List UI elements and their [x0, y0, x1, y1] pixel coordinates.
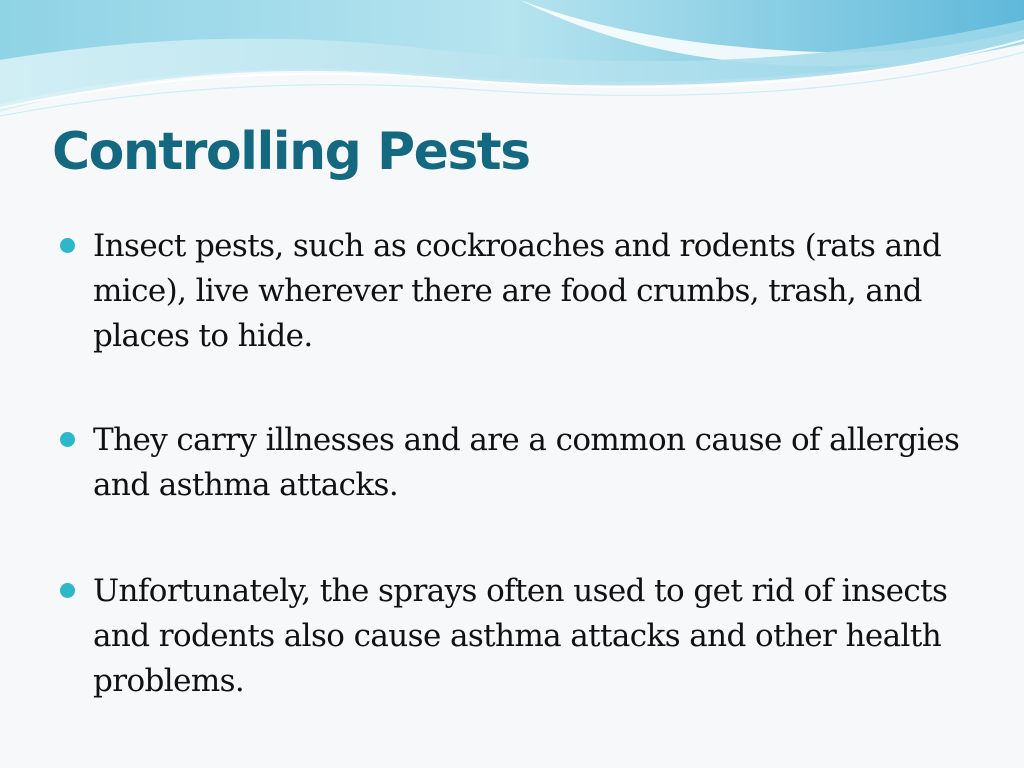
bullet-dot-icon: [60, 432, 75, 447]
bullet-list: [60, 224, 960, 704]
bullet-item: [60, 569, 960, 704]
bullet-dot-icon: [60, 583, 75, 598]
bullet-text: They carry illnesses and are a common cause of allergies and asthma attacks.: [93, 422, 960, 503]
bullet-item: [60, 418, 960, 508]
bullet-text: Unfortunately, the sprays often used to get rid of insects and rodents also cause asthma attacks and other health problems.: [93, 573, 948, 699]
bullet-item: [60, 224, 960, 359]
slide-title: Controlling Pests: [52, 122, 530, 182]
bullet-dot-icon: [60, 238, 75, 253]
header-wave-decoration: [0, 0, 1024, 130]
bullet-text: Insect pests, such as cockroaches and rodents (rats and mice), live wherever there are food crumbs, trash, and places to hide.: [93, 228, 942, 354]
